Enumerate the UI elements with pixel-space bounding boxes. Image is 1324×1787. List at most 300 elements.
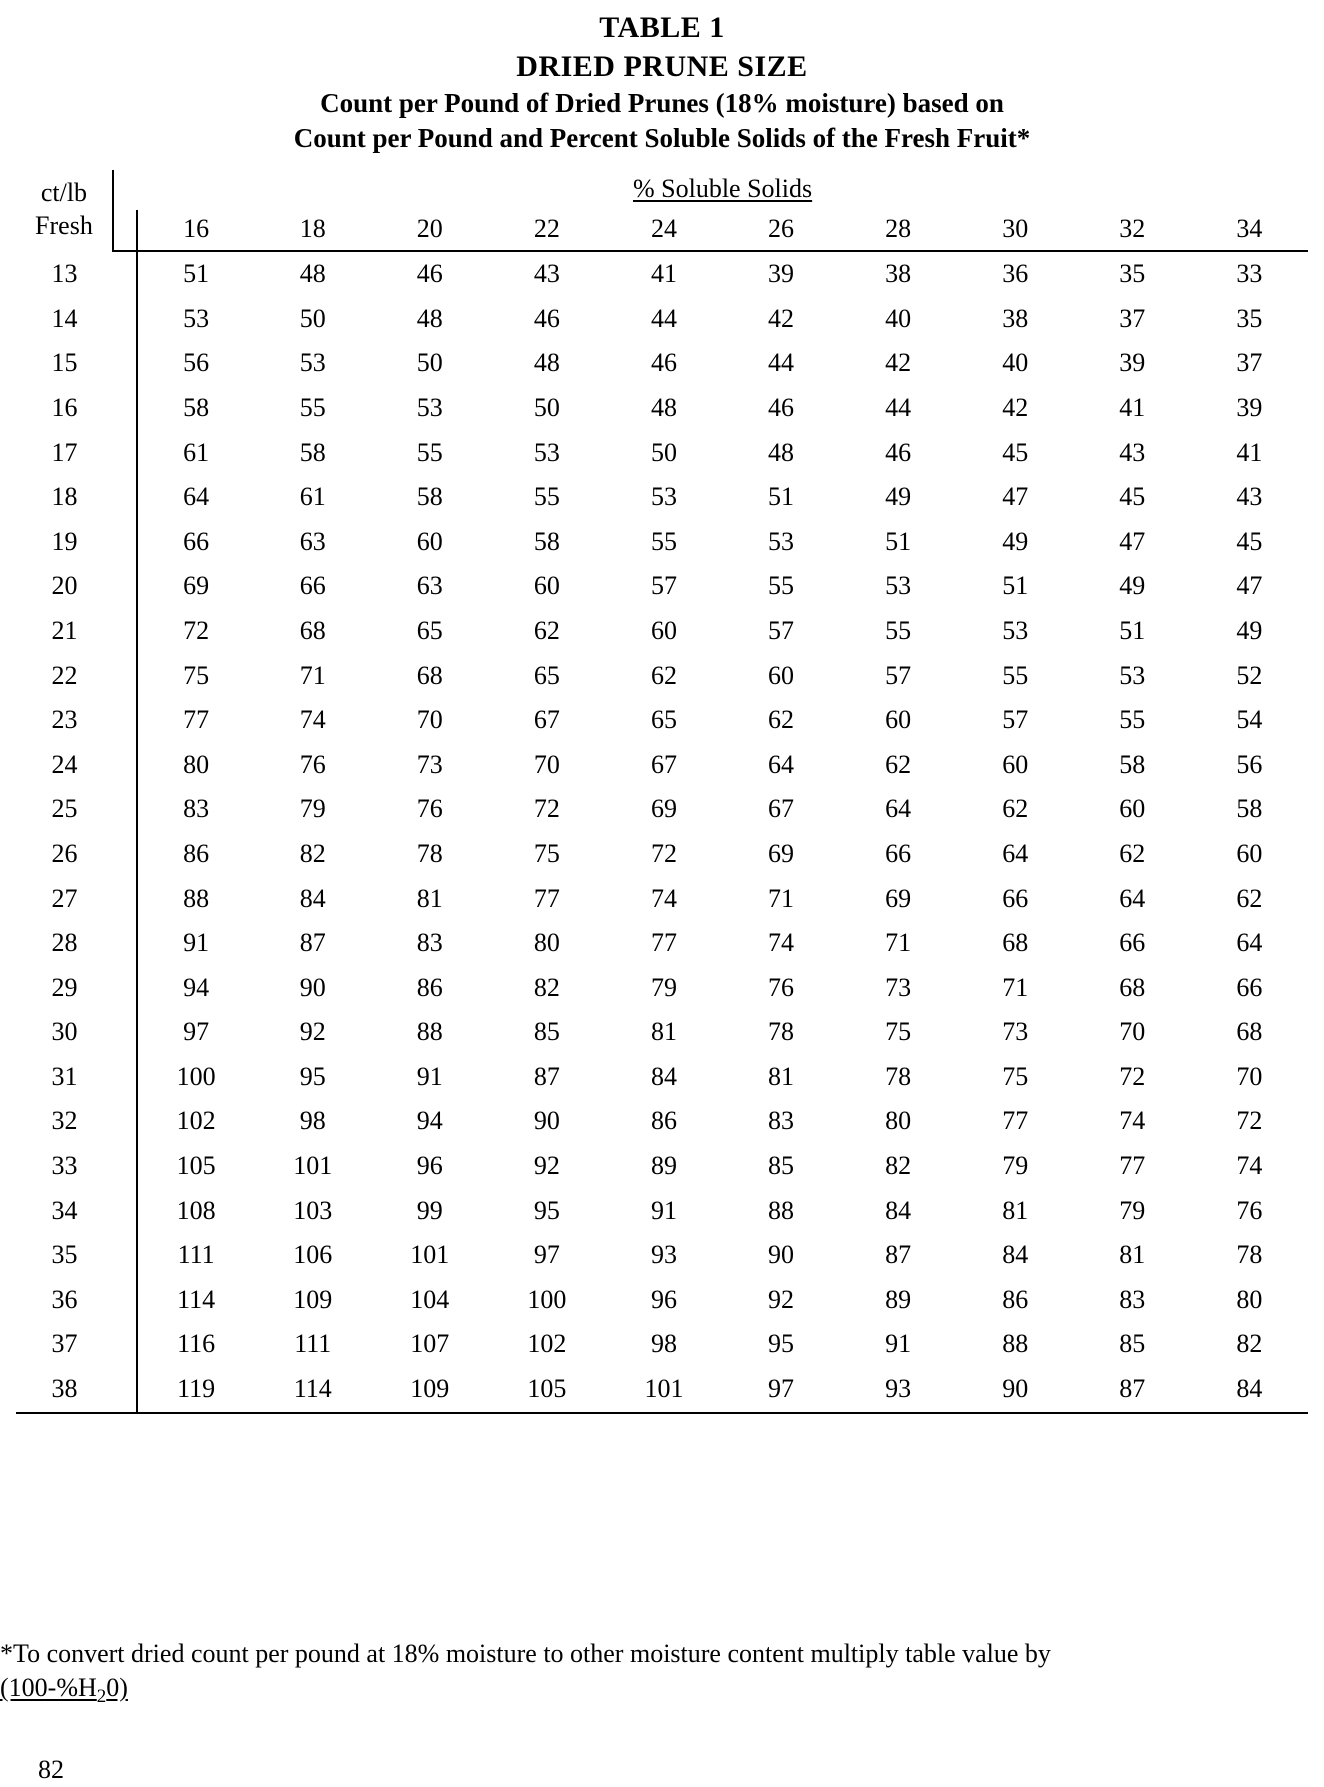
cell-35-34: 78 [1236,1240,1263,1270]
cell-19-26: 53 [768,526,795,556]
cell-28-20: 83 [416,928,443,958]
cell-23-16: 77 [183,705,210,735]
cell-30-16: 97 [183,1017,210,1047]
cell-36-28: 89 [885,1284,912,1314]
cell-23-24: 65 [650,705,677,735]
cell-36-16: 114 [177,1284,216,1314]
cell-13-30: 36 [1002,259,1029,289]
cell-30-34: 68 [1236,1017,1263,1047]
cell-35-22: 97 [533,1240,560,1270]
cell-16-26: 46 [768,392,795,422]
cell-13-24: 41 [650,259,677,289]
cell-22-34: 52 [1236,660,1263,690]
cell-30-28: 75 [885,1017,912,1047]
column-header-28: 28 [840,210,957,251]
footnote-subscript: 2 [96,1686,107,1708]
cell-30-18: 92 [299,1017,326,1047]
cell-22-30: 55 [1002,660,1029,690]
cell-18-30: 47 [1002,482,1029,512]
cell-23-28: 60 [885,705,912,735]
cell-33-28: 82 [885,1151,912,1181]
cell-34-34: 76 [1236,1195,1263,1225]
table-row [16,743,1308,788]
cell-22-28: 57 [885,660,912,690]
table-row [16,1189,1308,1234]
cell-16-18: 55 [299,392,326,422]
cell-26-34: 60 [1236,838,1263,868]
cell-17-20: 55 [416,437,443,467]
cell-19-32: 47 [1119,526,1146,556]
cell-30-20: 88 [416,1017,443,1047]
cell-30-30: 73 [1002,1017,1029,1047]
row-divider-cell [113,431,137,476]
cell-38-16: 119 [137,1367,254,1413]
row-divider-cell [113,1322,137,1367]
cell-22-16: 75 [183,660,210,690]
row-divider-cell [113,564,137,609]
cell-33-26: 85 [768,1151,795,1181]
row-label: 35 [51,1240,78,1270]
cell-26-28: 66 [885,838,912,868]
cell-31-26: 81 [768,1061,795,1091]
row-label: 25 [51,794,78,824]
row-label: 21 [51,615,78,645]
table-row [16,921,1308,966]
cell-33-24: 89 [650,1151,677,1181]
cell-33-32: 77 [1119,1151,1146,1181]
cell-35-32: 81 [1119,1240,1146,1270]
cell-23-22: 67 [533,705,560,735]
cell-14-20: 48 [416,303,443,333]
cell-18-26: 51 [768,482,795,512]
cell-19-18: 63 [299,526,326,556]
row-divider-cell [113,1367,137,1413]
cell-15-22: 48 [533,348,560,378]
row-divider-cell [113,1099,137,1144]
cell-18-34: 43 [1236,482,1263,512]
cell-34-26: 88 [768,1195,795,1225]
cell-31-28: 78 [885,1061,912,1091]
cell-28-32: 66 [1119,928,1146,958]
cell-31-18: 95 [299,1061,326,1091]
cell-34-18: 103 [293,1195,333,1225]
cell-22-32: 53 [1119,660,1146,690]
cell-14-24: 44 [650,303,677,333]
table-row [16,564,1308,609]
cell-29-32: 68 [1119,972,1146,1002]
cell-27-16: 88 [183,883,210,913]
cell-31-30: 75 [1002,1061,1029,1091]
cell-32-30: 77 [1002,1106,1029,1136]
cell-21-20: 65 [416,615,443,645]
cell-34-24: 91 [650,1195,677,1225]
title-line-4: Count per Pound and Percent Soluble Solids of the Fresh Fruit* [293,123,1031,154]
cell-25-22: 72 [533,794,560,824]
cell-29-28: 73 [885,972,912,1002]
cell-13-34: 33 [1236,259,1263,289]
cell-13-28: 38 [885,259,912,289]
cell-14-26: 42 [768,303,795,333]
row-label: 29 [51,972,78,1002]
cell-38-34: 84 [1191,1367,1308,1413]
cell-28-16: 91 [183,928,210,958]
cell-24-30: 60 [1002,749,1029,779]
cell-32-24: 86 [650,1106,677,1136]
cell-17-30: 45 [1002,437,1029,467]
cell-22-24: 62 [650,660,677,690]
cell-25-32: 60 [1119,794,1146,824]
cell-31-34: 70 [1236,1061,1263,1091]
cell-24-22: 70 [533,749,560,779]
column-header-16: 16 [137,210,254,251]
row-label: 27 [51,883,78,913]
cell-30-26: 78 [768,1017,795,1047]
cell-14-34: 35 [1236,303,1263,333]
row-divider-cell [113,877,137,922]
row-label: 36 [51,1284,78,1314]
cell-23-26: 62 [768,705,795,735]
cell-27-28: 69 [885,883,912,913]
cell-26-30: 64 [1002,838,1029,868]
cell-21-26: 57 [768,615,795,645]
document-title-block [0,0,1324,156]
cell-37-26: 95 [768,1329,795,1359]
cell-25-16: 83 [183,794,210,824]
cell-34-22: 95 [533,1195,560,1225]
row-label-header [16,170,113,251]
cell-17-28: 46 [885,437,912,467]
cell-16-22: 50 [533,392,560,422]
row-label: 17 [51,437,78,467]
cell-38-18: 114 [254,1367,371,1413]
cell-15-34: 37 [1236,348,1263,378]
cell-31-16: 100 [176,1061,216,1091]
table-row [16,654,1308,699]
cell-36-20: 104 [410,1284,450,1314]
row-label: 23 [51,705,78,735]
table-row [16,1322,1308,1367]
cell-34-28: 84 [885,1195,912,1225]
cell-19-22: 58 [533,526,560,556]
cell-20-28: 53 [885,571,912,601]
cell-19-30: 49 [1002,526,1029,556]
cell-27-22: 77 [533,883,560,913]
cell-14-22: 46 [533,303,560,333]
row-label-header-line1: ct/lb [40,178,88,208]
cell-20-32: 49 [1119,571,1146,601]
cell-36-26: 92 [768,1284,795,1314]
table-row [16,251,1308,297]
column-header-18: 18 [254,210,371,251]
row-divider-cell [113,966,137,1011]
table-row [16,1055,1308,1100]
row-label: 18 [51,482,78,512]
cell-20-26: 55 [768,571,795,601]
cell-32-32: 74 [1119,1106,1146,1136]
cell-18-18: 61 [299,482,326,512]
cell-22-22: 65 [533,660,560,690]
table-row [16,1010,1308,1055]
cell-22-18: 71 [299,660,326,690]
cell-17-18: 58 [299,437,326,467]
cell-36-32: 83 [1119,1284,1146,1314]
cell-35-28: 87 [885,1240,912,1270]
cell-34-16: 108 [176,1195,216,1225]
cell-21-22: 62 [533,615,560,645]
cell-20-22: 60 [533,571,560,601]
cell-19-20: 60 [416,526,443,556]
cell-35-26: 90 [768,1240,795,1270]
cell-26-18: 82 [299,838,326,868]
table-row [16,966,1308,1011]
cell-36-18: 109 [293,1284,333,1314]
cell-33-16: 105 [176,1151,216,1181]
cell-17-16: 61 [183,437,210,467]
cell-16-32: 41 [1119,392,1146,422]
row-label: 30 [51,1017,78,1047]
table-row [16,877,1308,922]
cell-37-24: 98 [650,1329,677,1359]
cell-26-32: 62 [1119,838,1146,868]
cell-35-24: 93 [650,1240,677,1270]
cell-15-20: 50 [416,348,443,378]
table-header-columns-row [16,210,1308,251]
row-label: 32 [51,1106,78,1136]
row-divider-cell [113,743,137,788]
cell-18-28: 49 [885,482,912,512]
cell-21-24: 60 [650,615,677,645]
cell-13-20: 46 [416,259,443,289]
cell-30-22: 85 [533,1017,560,1047]
cell-36-24: 96 [650,1284,677,1314]
cell-13-22: 43 [533,259,560,289]
row-label: 19 [51,526,78,556]
header-spacer [113,170,137,210]
cell-37-22: 102 [527,1329,567,1359]
cell-32-28: 80 [885,1106,912,1136]
row-divider-cell [113,609,137,654]
cell-37-34: 82 [1236,1329,1263,1359]
cell-18-24: 53 [650,482,677,512]
cell-24-24: 67 [650,749,677,779]
footnote-numerator-suffix: 0) [106,1673,128,1703]
cell-37-20: 107 [410,1329,450,1359]
cell-25-28: 64 [885,794,912,824]
cell-27-24: 74 [650,883,677,913]
cell-18-20: 58 [416,482,443,512]
cell-14-30: 38 [1002,303,1029,333]
cell-29-30: 71 [1002,972,1029,1002]
cell-31-20: 91 [416,1061,443,1091]
cell-29-16: 94 [183,972,210,1002]
table-row [16,431,1308,476]
cell-34-30: 81 [1002,1195,1029,1225]
table-row [16,1367,1308,1413]
cell-26-16: 86 [183,838,210,868]
cell-14-16: 53 [183,303,210,333]
cell-29-26: 76 [768,972,795,1002]
cell-21-32: 51 [1119,615,1146,645]
cell-13-18: 48 [299,259,326,289]
cell-25-34: 58 [1236,794,1263,824]
cell-14-32: 37 [1119,303,1146,333]
cell-33-34: 74 [1236,1151,1263,1181]
cell-32-34: 72 [1236,1106,1263,1136]
header-divider-cell [113,210,137,251]
row-label: 20 [51,571,78,601]
cell-28-24: 77 [650,928,677,958]
row-divider-cell [113,1010,137,1055]
table-row [16,832,1308,877]
cell-16-24: 48 [650,392,677,422]
cell-29-18: 90 [299,972,326,1002]
column-header-24: 24 [605,210,722,251]
cell-20-30: 51 [1002,571,1029,601]
cell-20-18: 66 [299,571,326,601]
row-label: 24 [51,749,78,779]
cell-24-20: 73 [416,749,443,779]
cell-22-26: 60 [768,660,795,690]
table-row [16,1144,1308,1189]
cell-26-24: 72 [650,838,677,868]
row-divider-cell [113,1278,137,1323]
column-header-30: 30 [957,210,1074,251]
cell-37-18: 111 [294,1329,332,1359]
cell-36-22: 100 [527,1284,567,1314]
cell-15-30: 40 [1002,348,1029,378]
row-label: 13 [51,258,78,288]
row-divider-cell [113,1233,137,1278]
table-row [16,475,1308,520]
cell-17-22: 53 [533,437,560,467]
cell-17-24: 50 [650,437,677,467]
cell-37-30: 88 [1002,1329,1029,1359]
row-divider-cell [113,341,137,386]
cell-25-18: 79 [299,794,326,824]
row-divider-cell [113,787,137,832]
cell-38-30: 90 [957,1367,1074,1413]
cell-21-28: 55 [885,615,912,645]
title-line-2: DRIED PRUNE SIZE [516,50,808,83]
cell-24-16: 80 [183,749,210,779]
cell-20-16: 69 [183,571,210,601]
cell-30-32: 70 [1119,1017,1146,1047]
cell-23-20: 70 [416,705,443,735]
row-divider-cell [113,1055,137,1100]
row-divider-cell [113,698,137,743]
cell-29-22: 82 [533,972,560,1002]
row-divider-cell [113,832,137,877]
cell-26-22: 75 [533,838,560,868]
cell-15-18: 53 [299,348,326,378]
cell-21-16: 72 [183,615,210,645]
cell-17-32: 43 [1119,437,1146,467]
cell-20-20: 63 [416,571,443,601]
cell-31-22: 87 [533,1061,560,1091]
cell-19-28: 51 [885,526,912,556]
cell-35-30: 84 [1002,1240,1029,1270]
cell-15-32: 39 [1119,348,1146,378]
row-label: 16 [51,392,78,422]
cell-18-22: 55 [533,482,560,512]
row-label: 38 [16,1367,113,1413]
cell-24-26: 64 [768,749,795,779]
cell-19-34: 45 [1236,526,1263,556]
cell-28-26: 74 [768,928,795,958]
row-label: 28 [51,928,78,958]
row-label: 31 [51,1061,78,1091]
cell-14-28: 40 [885,303,912,333]
cell-37-16: 116 [177,1329,216,1359]
cell-25-30: 62 [1002,794,1029,824]
cell-38-24: 101 [605,1367,722,1413]
cell-34-20: 99 [416,1195,443,1225]
cell-13-32: 35 [1119,259,1146,289]
cell-20-34: 47 [1236,571,1263,601]
cell-23-18: 74 [299,705,326,735]
footnote-numerator-prefix: (100-%H [0,1673,97,1703]
table-row [16,609,1308,654]
cell-32-18: 98 [299,1106,326,1136]
column-header-20: 20 [371,210,488,251]
title-line-3: Count per Pound of Dried Prunes (18% moisture) based on [320,88,1004,118]
cell-15-26: 44 [768,348,795,378]
column-header-22: 22 [488,210,605,251]
cell-26-26: 69 [768,838,795,868]
cell-27-30: 66 [1002,883,1029,913]
table-row [16,520,1308,565]
row-label-header-line2: Fresh [35,210,93,240]
row-divider-cell [113,1144,137,1189]
cell-25-20: 76 [416,794,443,824]
cell-33-18: 101 [293,1151,333,1181]
row-label: 22 [51,660,78,690]
cell-38-20: 109 [371,1367,488,1413]
cell-13-26: 39 [768,259,795,289]
column-header-34: 34 [1191,210,1308,251]
footnote-line-1: *To convert dried count per pound at 18% moisture to other moisture content multiply table value by [0,1639,1051,1668]
cell-16-34: 39 [1236,392,1263,422]
cell-24-34: 56 [1236,749,1263,779]
row-label: 33 [51,1151,78,1181]
cell-27-26: 71 [768,883,795,913]
cell-35-16: 111 [177,1240,215,1270]
cell-38-26: 97 [723,1367,840,1413]
cell-24-32: 58 [1119,749,1146,779]
cell-27-18: 84 [299,883,326,913]
table-row [16,1099,1308,1144]
prune-size-table-wrap [0,170,1324,1413]
cell-29-34: 66 [1236,972,1263,1002]
row-divider-cell [113,251,137,297]
cell-17-34: 41 [1236,437,1263,467]
cell-19-24: 55 [650,526,677,556]
column-header-26: 26 [723,210,840,251]
row-divider-cell [113,654,137,699]
table-row [16,698,1308,743]
cell-32-20: 94 [416,1106,443,1136]
table-row [16,386,1308,431]
table-header-group-row [16,170,1308,210]
cell-22-20: 68 [416,660,443,690]
table-row [16,787,1308,832]
footnote-line-2 [0,1671,1324,1709]
cell-36-30: 86 [1002,1284,1029,1314]
footnote-block [0,1637,1324,1710]
cell-23-30: 57 [1002,705,1029,735]
row-label: 37 [51,1329,78,1359]
footnote-denominator: 82 [38,1755,64,1784]
